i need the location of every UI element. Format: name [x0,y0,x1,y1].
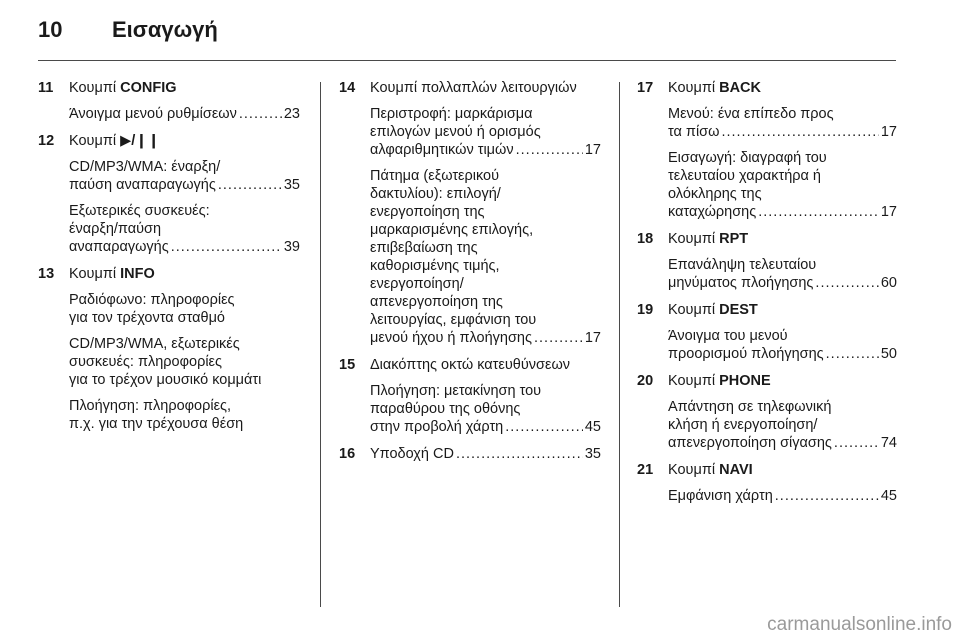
toc-leader-line [69,105,300,123]
button-name: BACK [719,80,761,96]
toc-item-text: αλφαριθμητικών τιμών [370,142,514,158]
toc-item-line: έναρξη/παύση [69,221,162,237]
toc-entry [637,301,897,363]
toc-item [69,105,300,123]
toc-item-line: συσκευές: πληροφορίες [69,354,223,370]
toc-leader-line [69,176,300,194]
dot-leader [758,203,879,221]
column-2 [339,79,601,463]
toc-page-ref: 35 [584,446,601,462]
watermark: carmanualsonline.info [767,614,952,635]
entry-label [668,79,897,97]
toc-item-line: Μενού: ένα επίπεδο προς [668,106,834,122]
dot-leader [239,105,282,123]
entry-number: 20 [637,373,654,389]
entry-number: 14 [339,80,356,96]
toc-entry [38,132,300,256]
toc-item-line: Εξωτερικές συσκευές: [69,203,210,219]
toc-item-line: Εισαγωγή: διαγραφή του [668,150,827,166]
entry-number: 13 [38,266,55,282]
toc-item-line: Πλοήγηση: μετακίνηση του [370,383,542,399]
entry-prefix: Κουμπί πολλαπλών λειτουργιών [370,80,577,96]
toc-item [668,105,897,141]
toc-leader-line [370,445,601,463]
dot-leader [218,176,282,194]
toc-entry [38,79,300,123]
toc-item-line: CD/MP3/WMA: έναρξη/ [69,159,221,175]
toc-page-ref: 17 [584,330,601,346]
button-name: CONFIG [120,80,177,96]
toc-item [69,202,300,256]
entry-number: 15 [339,357,356,373]
dot-leader [505,418,583,436]
toc-item-line: μαρκαρισμένης επιλογής, [370,222,534,238]
toc-item [668,398,897,452]
entry-label [668,372,897,390]
toc-entry [637,461,897,505]
toc-item [668,256,897,292]
button-name: ▶/❙❙ [120,133,160,149]
toc-item-text: στην προβολή χάρτη [370,419,504,435]
header-rule [38,60,896,61]
toc-item-line: λειτουργίας, εμφάνιση του [370,312,537,328]
toc-item-text: Άνοιγμα μενού ρυθμίσεων [69,106,237,122]
dot-leader [721,123,878,141]
entry-label [668,230,897,248]
toc-entry [38,265,300,433]
toc-item-line: επιλογών μενού ή ορισμός [370,124,541,140]
entry-label [370,356,601,374]
toc-item-line: παραθύρου της οθόνης [370,401,521,417]
toc-item [370,167,601,347]
toc-item [69,335,300,389]
column-divider [619,82,620,607]
entry-number: 17 [637,80,654,96]
page-header [0,0,960,60]
toc-page-ref: 45 [584,419,601,435]
toc-item-line: Πλοήγηση: πληροφορίες, [69,398,232,414]
toc-entry [637,372,897,452]
toc-item-line: Επανάληψη τελευταίου [668,257,817,273]
dot-leader [516,141,583,159]
toc-item-line: κλήση ή ενεργοποίηση/ [668,417,818,433]
toc-item-text: παύση αναπαραγωγής [69,177,216,193]
toc-entry [339,445,601,463]
toc-item-text: μηνύματος πλοήγησης [668,275,814,291]
toc-item-text: τα πίσω [668,124,720,140]
toc-item-line: Άνοιγμα του μενού [668,328,788,344]
toc-item [668,149,897,221]
entry-prefix: Κουμπί [668,231,716,247]
toc-leader-line [370,418,601,436]
entry-number: 16 [339,446,356,462]
toc-item [69,397,300,433]
toc-item-line: για τον τρέχοντα σταθμό [69,310,225,326]
toc-item-line: CD/MP3/WMA, εξωτερικές [69,336,240,352]
toc-item [668,487,897,505]
toc-item-line: τελευταίου χαρακτήρα ή [668,168,821,184]
dot-leader [834,434,879,452]
toc-leader-line [668,123,897,141]
toc-item-text: απενεργοποίηση σίγασης [668,435,832,451]
toc-item [69,291,300,327]
entry-prefix: Κουμπί [668,302,716,318]
toc-item-line: ενεργοποίηση/ [370,276,464,292]
entry-number: 19 [637,302,654,318]
toc-item-line: ενεργοποίηση της [370,204,485,220]
entry-prefix: Κουμπί [69,266,117,282]
page-number: 10 [38,17,63,42]
toc-leader-line [370,329,601,347]
toc-item [370,105,601,159]
toc-page-ref: 60 [880,275,897,291]
toc-page-ref: 74 [880,435,897,451]
toc-item-line: επιβεβαίωση της [370,240,478,256]
dot-leader [775,487,879,505]
toc-page-ref: 17 [584,142,601,158]
toc-item-text: προορισμού πλοήγησης [668,346,824,362]
entry-number: 21 [637,462,654,478]
toc-item [370,382,601,436]
column-3 [637,79,897,505]
entry-label [69,265,300,283]
toc-leader-line [668,345,897,363]
toc-item-line: απενεργοποίηση της [370,294,503,310]
toc-item-text: Υποδοχή CD [370,446,454,462]
dot-leader [826,345,879,363]
entry-prefix: Κουμπί [668,80,720,96]
toc-entry [339,356,601,436]
entry-label [668,461,897,479]
toc-item-text: καταχώρησης [668,204,757,220]
button-name: RPT [719,231,749,247]
toc-entry [637,230,897,292]
entry-number: 11 [38,80,54,96]
entry-prefix: Διακόπτης οκτώ κατευθύνσεων [370,357,571,373]
toc-leader-line [370,141,601,159]
button-name: NAVI [719,462,753,478]
page-title: Εισαγωγή [112,17,218,42]
toc-page-ref: 23 [283,106,300,122]
button-name: INFO [120,266,155,282]
toc-leader-line [668,203,897,221]
toc-page-ref: 35 [283,177,300,193]
toc-leader-line [668,487,897,505]
toc-item [69,158,300,194]
toc-item-text: Εμφάνιση χάρτη [668,488,773,504]
toc-page-ref: 45 [880,488,897,504]
entry-prefix: Κουμπί [668,462,716,478]
column-1 [38,79,300,433]
button-name: DEST [719,302,758,318]
toc-item-line: καθορισμένης τιμής, [370,258,500,274]
dot-leader [815,274,878,292]
toc-entry [637,79,897,221]
toc-entry [339,79,601,347]
entry-label [69,79,300,97]
toc-item-line: Πάτημα (εξωτερικού [370,168,500,184]
toc-page-ref: 50 [880,346,897,362]
toc-item-line: π.χ. για την τρέχουσα θέση [69,416,244,432]
toc-page-ref: 39 [283,239,300,255]
entry-prefix: Κουμπί [69,80,117,96]
entry-label [370,79,601,97]
toc-item-text: μενού ήχου ή πλοήγησης [370,330,532,346]
entry-prefix: Κουμπί [668,373,716,389]
entry-label [668,301,897,319]
toc-item-line: Ραδιόφωνο: πληροφορίες [69,292,235,308]
toc-item-line: Απάντηση σε τηλεφωνική [668,399,832,415]
toc-item-line: ολόκληρης της [668,186,762,202]
dot-leader [171,238,282,256]
toc-item-line: δακτυλίου): επιλογή/ [370,186,501,202]
entry-number: 12 [38,133,55,149]
column-divider [320,82,321,607]
toc-page-ref: 17 [880,204,897,220]
dot-leader [456,445,583,463]
entry-number: 18 [637,231,654,247]
toc-item-text: αναπαραγωγής [69,239,169,255]
entry-prefix: Κουμπί [69,133,117,149]
toc-leader-line [668,434,897,452]
toc-page-ref: 17 [880,124,897,140]
toc-item-line: για το τρέχον μουσικό κομμάτι [69,372,262,388]
toc-item [668,327,897,363]
dot-leader [534,329,583,347]
button-name: PHONE [719,373,771,389]
toc-item-line: Περιστροφή: μαρκάρισμα [370,106,533,122]
toc-leader-line [69,238,300,256]
toc-leader-line [668,274,897,292]
entry-label [69,132,300,150]
